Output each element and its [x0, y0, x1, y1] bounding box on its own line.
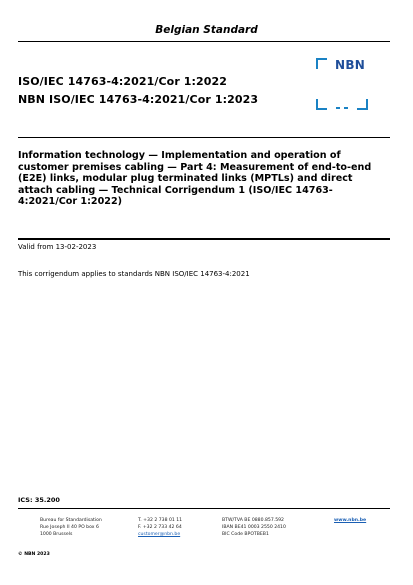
- footer-rule: [18, 508, 390, 509]
- iso-reference: ISO/IEC 14763-4:2021/Cor 1:2022: [18, 75, 228, 88]
- document-title: Information technology — Implementation and operation of customer premises cabling — Part 4: Measurement of end-to-end (E2E) links, modular plug terminated links (MPTLs) and direct attach cabling — Technical Corrigendum 1 (ISO/IEC 14763-4:2021/Cor 1:2022): [18, 150, 372, 207]
- footer-line: BTW/TVA BE 0880.857.592: [222, 518, 284, 523]
- footer-line: F. +32 2 733 42 64: [138, 524, 182, 530]
- logo-dash-icon: [336, 107, 350, 109]
- footer-line: BIC Code BPOTBEB1: [222, 531, 269, 537]
- standard-type: Belgian Standard: [155, 24, 258, 36]
- footer-email-link[interactable]: customer@nbn.be: [138, 531, 181, 537]
- logo-corner-icon: [316, 99, 327, 110]
- footer-line: 1000 Brussels: [40, 531, 73, 537]
- footer-website-link[interactable]: www.nbn.be: [334, 518, 367, 523]
- footer-line: T. +32 2 738 01 11: [138, 518, 183, 523]
- footer-line: IBAN BE41 0003 2550 2410: [222, 524, 286, 530]
- footer-address: [40, 518, 102, 538]
- footer-line: Rue Joseph II 40 PO box 6: [40, 524, 99, 530]
- ics-code: ICS: 35.200: [18, 496, 60, 504]
- title-top-rule: [18, 137, 390, 138]
- logo-corner-icon: [316, 58, 327, 69]
- nbn-reference: NBN ISO/IEC 14763-4:2021/Cor 1:2023: [18, 93, 259, 106]
- copyright: © NBN 2023: [18, 552, 50, 557]
- logo-corner-icon: [357, 99, 368, 110]
- nbn-logo: [316, 58, 368, 110]
- valid-from: Valid from 13-02-2023: [18, 243, 97, 251]
- footer-line: Bureau for Standardisation: [40, 518, 102, 523]
- logo-text: NBN: [335, 58, 366, 72]
- top-rule: [18, 41, 390, 42]
- footer-contact: [138, 518, 182, 538]
- applies-to: This corrigendum applies to standards NBN ISO/IEC 14763-4:2021: [18, 270, 250, 278]
- title-bottom-rule: [18, 238, 390, 240]
- footer-bank: [222, 518, 286, 538]
